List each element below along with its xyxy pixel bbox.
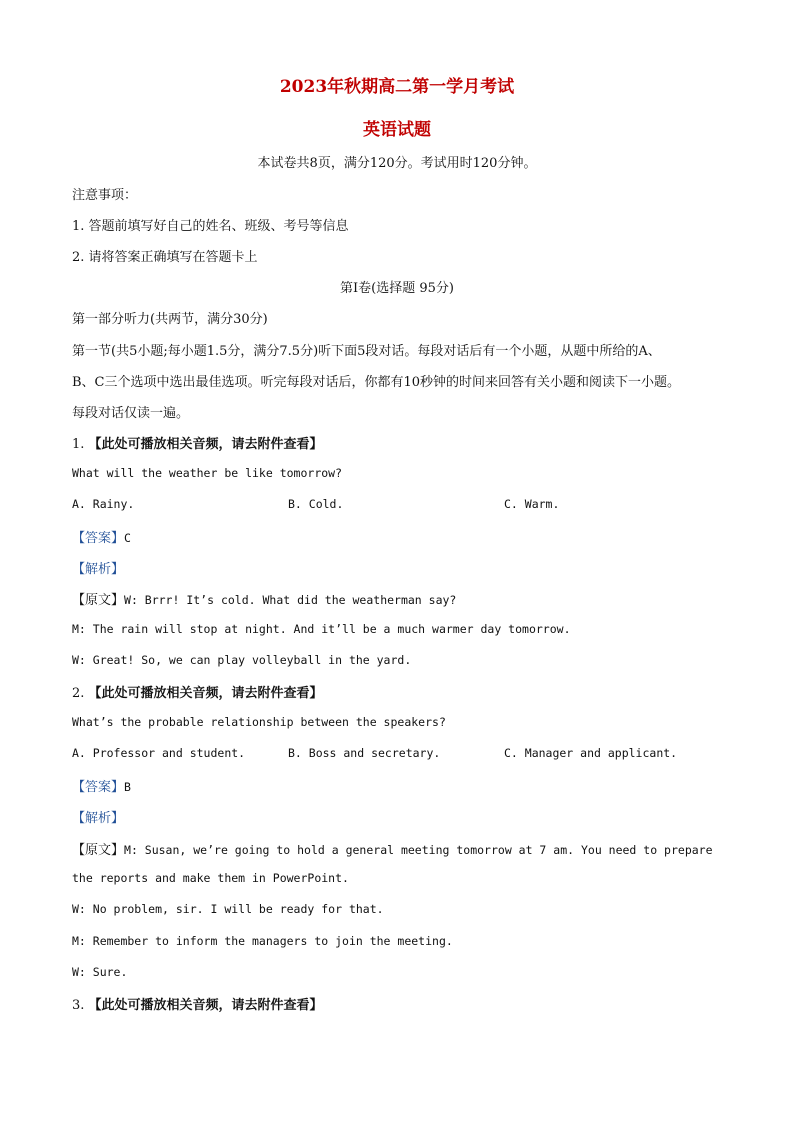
notes-heading: 注意事项：: [72, 188, 138, 203]
analysis-label: 【解析】: [72, 811, 125, 826]
question-2-option-b: B. Boss and secretary.: [288, 746, 441, 760]
section1-line-2: B、C三个选项中选出最佳选项。听完每段对话后，你都有10秒钟的时间来回答有关小题和阅读下一小题。: [72, 375, 681, 390]
question-2-analysis: [72, 807, 124, 826]
question-number: 1.: [72, 437, 85, 452]
exam-info: 本试卷共8页，满分120分。考试用时120分钟。: [257, 156, 537, 171]
question-2-option-c: C. Manager and applicant.: [504, 746, 678, 760]
question-2-dialogue-5: W: Sure.: [72, 965, 128, 979]
original-label: 【原文】: [72, 593, 125, 608]
dialogue-line: M: Susan, we’re going to hold a general meeting tomorrow at 7 am. You need to prepare: [124, 843, 713, 857]
answer-label: 【答案】: [72, 531, 125, 546]
audio-placeholder: 【此处可播放相关音频，请去附件查看】: [88, 686, 323, 701]
question-number: 3.: [72, 998, 85, 1013]
analysis-label: 【解析】: [72, 562, 125, 577]
section1-line-3: 每段对话仅读一遍。: [72, 406, 190, 421]
question-2-dialogue-4: M: Remember to inform the managers to join the meeting.: [72, 934, 453, 948]
volume-heading: 第I卷(选择题 95分): [340, 281, 454, 296]
question-2-dialogue-1: [72, 839, 713, 858]
exam-title: 2023年秋期高二第一学月考试: [279, 77, 515, 97]
question-2-dialogue-3: W: No problem, sir. I will be ready for that.: [72, 902, 384, 916]
question-1-dialogue-1: [72, 589, 456, 608]
exam-subtitle: 英语试题: [363, 120, 431, 140]
question-2-option-a: A. Professor and student.: [72, 746, 246, 760]
note-item-2: 2. 请将答案正确填写在答题卡上: [72, 250, 258, 265]
question-number: 2.: [72, 686, 85, 701]
question-1-option-a: A. Rainy.: [72, 497, 135, 511]
question-2-text: What’s the probable relationship between the speakers?: [72, 715, 446, 729]
answer-value: B: [124, 780, 131, 794]
answer-value: C: [124, 531, 131, 545]
audio-placeholder: 【此处可播放相关音频，请去附件查看】: [88, 998, 323, 1013]
question-3-audio: [72, 994, 323, 1013]
question-2-audio: [72, 682, 323, 701]
dialogue-line: W: Brrr! It’s cold. What did the weatherman say?: [124, 593, 457, 607]
part1-heading: 第一部分听力(共两节，满分30分): [72, 312, 268, 327]
question-1-dialogue-3: W: Great! So, we can play volleyball in the yard.: [72, 653, 412, 667]
question-1-text: What will the weather be like tomorrow?: [72, 466, 343, 480]
question-1-option-c: C. Warm.: [504, 497, 560, 511]
question-1-option-b: B. Cold.: [288, 497, 344, 511]
question-1-dialogue-2: M: The rain will stop at night. And it’ll be a much warmer day tomorrow.: [72, 622, 571, 636]
question-2-dialogue-2: the reports and make them in PowerPoint.: [72, 871, 349, 885]
question-2-answer: [72, 776, 131, 795]
question-1-analysis: [72, 558, 124, 577]
original-label: 【原文】: [72, 843, 125, 858]
question-1-audio: [72, 433, 323, 452]
audio-placeholder: 【此处可播放相关音频，请去附件查看】: [88, 437, 323, 452]
question-1-answer: [72, 527, 131, 546]
note-item-1: 1. 答题前填写好自己的姓名、班级、考号等信息: [72, 219, 349, 234]
answer-label: 【答案】: [72, 780, 125, 795]
section1-line-1: 第一节(共5小题;每小题1.5分，满分7.5分)听下面5段对话。每段对话后有一个小题，从题中所给的A、: [72, 344, 661, 359]
